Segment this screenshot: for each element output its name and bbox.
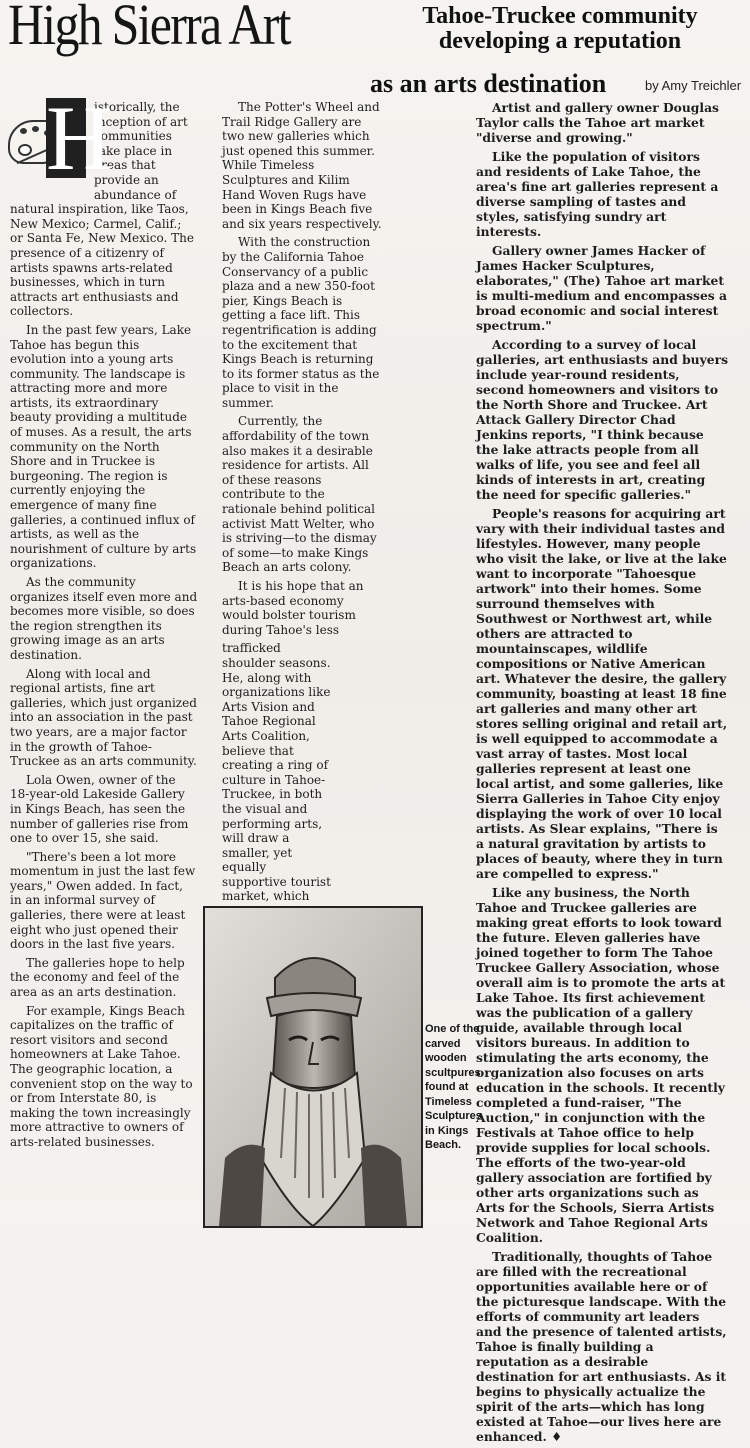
paragraph: Traditionally, thoughts of Tahoe are filled with the recreational opportunities available here or of the picturesque landscape. With the efforts of community art leaders and the presence of talented artists, Tahoe is finally building a reputation as a desirable destination for art enthusiasts. As it begins to physically actualize the spirit of the arts—which has long existed at Tahoe—our lives here are enhanced. ♦ [476, 1249, 727, 1444]
paragraph: Like the population of visitors and residents of Lake Tahoe, the area's fine art galleries represent a diverse sampling of tastes and styles, satisfying sundry art interests. [476, 149, 719, 239]
headline-line-1: Tahoe-Truckee community [422, 3, 698, 29]
paragraph: Like any business, the North Tahoe and Truckee galleries are making great efforts to look toward the future. Eleven galleries have joined together to form The Tahoe Truckee Gallery Association, whose overall aim is to promote the arts at Lake Tahoe. Its first achievement was the publication of a gallery guide, available through local visitors bureaus. In addition to stimulating the arts economy, the organization also focuses on arts education in the schools. It recently completed a fund-raiser, "The Auction," in conjunction with the Festivals at Tahoe office to help provide supplies for local schools. The efforts of the two-year-old gallery association are fortified by other arts organizations such as Arts for the Schools, Sierra Artists Network and Tahoe Regional Arts Coalition. [476, 885, 726, 1245]
paragraph: Lola Owen, owner of the 18-year-old Lakeside Gallery in Kings Beach, has seen the number of galleries rise from one to over 15, she said. [10, 772, 189, 846]
article-column-2 [222, 100, 382, 1018]
paragraph: Artist and gallery owner Douglas Taylor calls the Tahoe art market "diverse and growing." [476, 100, 719, 145]
paragraph: istorically, the inception of art communities take place in areas that provide an abundance of natural inspiration, like Taos, New Mexico; Carmel, Calif.; or Santa Fe, New Mexico. The presence of a citizenry of artists spawns arts-related businesses, which in turn attracts art enthusiasts and collectors. [10, 100, 194, 319]
headline-line-3: as an arts destination [370, 69, 607, 98]
photo-caption: One of the carved wooden scultpures found at Timeless Sculptures in Kings Beach. [425, 1023, 482, 1151]
paragraph: People's reasons for acquiring art vary with their individual tastes and lifestyles. However, many people who visit the lake, or live at the lake want to incorporate "Tahoesque artwork" into their homes. Some surround themselves with Southwest or Northwest art, while others are attracted to mountainscapes, wildlife compositions or Native American art. Whatever the desire, the gallery community, boasting at least 18 fine art galleries and many other art stores selling original and retail art, is well equipped to accommodate a vast array of tastes. Most local galleries represent at least one local artist, and some galleries, like Sierra Galleries in Tahoe City enjoy displaying the work of over 10 local artists. As Slear explains, "There is a natural gravitation by artists to places of beauty, where they in turn are compelled to express." [476, 506, 728, 881]
paragraph-narrow: trafficked shoulder seasons. He, along with organizations like Arts Vision and Tahoe Regional Arts Coalition, believe that creating a ring of culture in Tahoe-Truckee, in both the visual and performing arts, will draw a smaller, yet equally supportive tourist market, which [222, 641, 331, 904]
byline: by Amy Treichler [645, 78, 742, 93]
paragraph: Gallery owner James Hacker of James Hacker Sculptures, elaborates," (The) Tahoe art market is multi-medium and encompasses a broad economic and social interest spectrum." [476, 243, 727, 333]
paragraph: The Potter's Wheel and Trail Ridge Gallery are two new galleries which just opened this summer. While Timeless Sculptures and Kilim Hand Woven Rugs have been in Kings Beach five and six years respectively. [222, 100, 382, 231]
masthead-title: High Sierra Art [8, 0, 290, 57]
sculpture-photo [203, 906, 423, 1228]
dropcap-illustration [8, 87, 113, 192]
paragraph: As the community organizes itself even more and becomes more visible, so does the region strengthen its growing image as an arts destination. [10, 575, 198, 662]
paragraph: For example, Kings Beach capitalizes on the traffic of resort visitors and second homeowners at Lake Tahoe. The geographic location, a convenient stop on the way to or from Interstate 80, is making the town increasingly more attractive to owners of arts-related businesses. [10, 1003, 193, 1149]
headline-line-2: developing a reputation [438, 28, 682, 54]
dropcap-letter: H [46, 87, 113, 189]
article-column-1 [10, 87, 198, 1154]
article-column-3 [476, 100, 728, 1448]
paragraph: Along with local and regional artists, fine art galleries, which just organized into an association in the past two years, are a major factor in the growth of Tahoe-Truckee as an arts community. [10, 666, 197, 769]
paragraph: Currently, the affordability of the town also makes it a desirable residence for artists. All of these reasons contribute to the rationale behind political activist Matt Welter, who is striving—to the dismay of some—to make Kings Beach an arts colony. [222, 414, 377, 575]
paragraph: According to a survey of local galleries, art enthusiasts and buyers include year-round residents, second homeowners and visitors to the North Shore and Truckee. Art Attack Gallery Director Chad Jenkins reports, "I think because the lake attracts people from all walks of life, you see and feel all kinds of interests in art, creating the need for specific galleries." [476, 337, 728, 502]
carved-wooden-bust-icon [205, 908, 421, 1226]
paragraph: The galleries hope to help the economy and feel of the area as an arts destination. [10, 955, 185, 1000]
paragraph: In the past few years, Lake Tahoe has begun this evolution into a young arts community. The landscape is attracting more and more artists, its extraordinary beauty providing a multitude of muses. As a result, the arts community on the North Shore and in Truckee is burgeoning. The region is currently enjoying the emergence of many fine galleries, a continued influx of artists, as well as the nourishment of culture by arts organizations. [10, 322, 197, 571]
paragraph: "There's been a lot more momentum in just the last few years," Owen added. In fact, in an informal survey of galleries, there were at least eight who just opened their doors in the last five years. [10, 849, 196, 952]
paragraph: With the construction by the California Tahoe Conservancy of a public plaza and a new 350-foot pier, Kings Beach is getting a face lift. This regentrification is adding to the excitement that Kings Beach is returning to its former status as the place to visit in the summer. [222, 235, 380, 410]
paragraph: It is his hope that an arts-based economy would bolster tourism during Tahoe's less [222, 579, 364, 637]
